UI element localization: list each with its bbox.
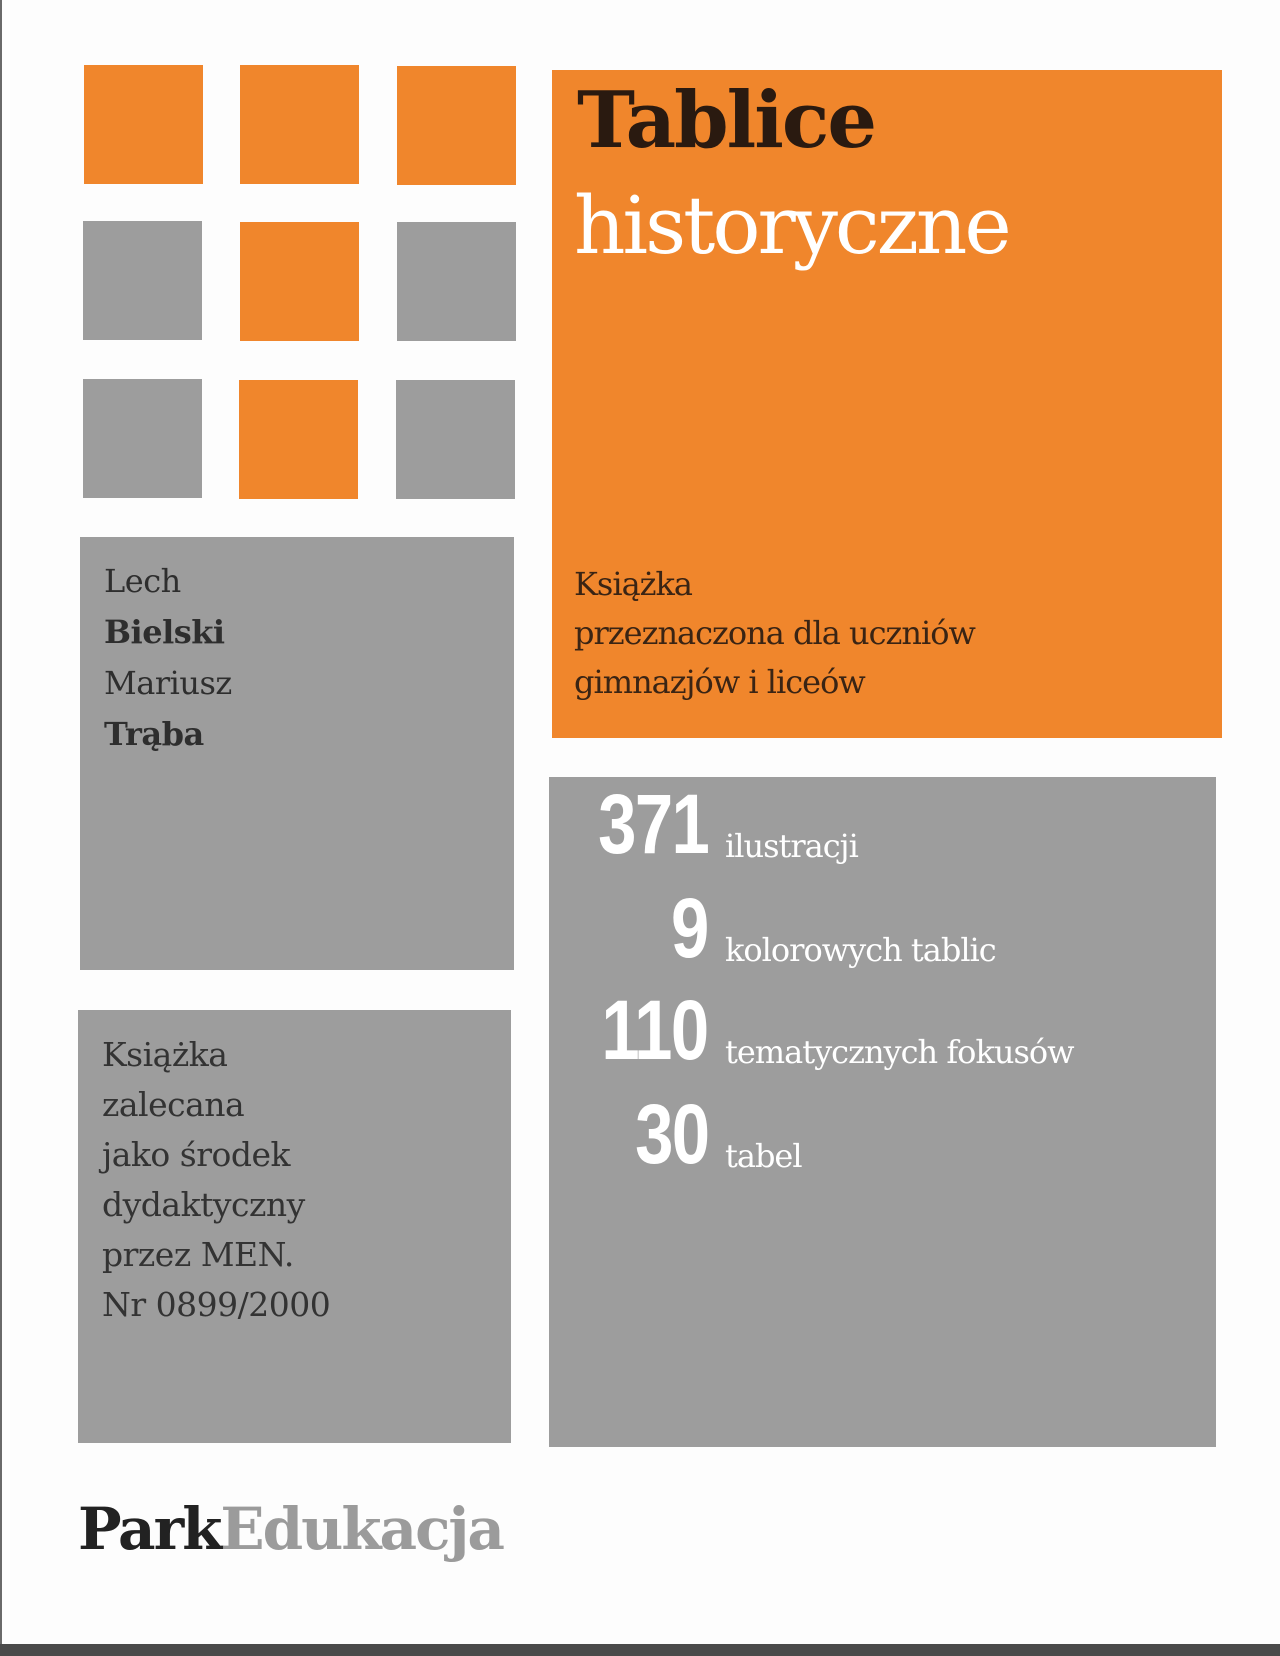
subtitle-line: Książka [574,565,692,603]
grid-square-orange [239,380,358,499]
stat-label: tabel [725,1137,802,1175]
approval-line: dydaktyczny [102,1185,305,1224]
publisher-logo-edukacja: Edukacja [220,1495,503,1563]
author-last-name: Trąba [104,715,204,753]
grid-square-orange [397,66,516,185]
scan-edge [0,0,2,1656]
approval-line: przez MEN. [102,1235,294,1274]
stat-number: 30 [634,1087,708,1181]
stat-row [560,1087,1220,1181]
approval-line: zalecana [102,1085,245,1124]
grid-square-gray [396,380,515,499]
publisher-logo-park: Park [78,1495,221,1563]
book-subtitle [574,560,975,707]
stat-row [560,881,1220,975]
subtitle-line: gimnazjów i liceów [574,663,865,701]
stat-row [560,983,1220,1077]
stat-label: tematycznych fokusów [725,1033,1074,1071]
author-first-name: Lech [104,562,181,600]
author-last-name: Bielski [104,613,225,651]
stat-label: kolorowych tablic [725,931,996,969]
approval-line: Książka [102,1035,228,1074]
publisher-logo [78,1495,503,1563]
stat-label: ilustracji [725,827,858,865]
grid-square-orange [240,65,359,184]
author-first-name: Mariusz [104,664,232,702]
grid-square-orange [240,222,359,341]
subtitle-line: przeznaczona dla uczniów [574,614,975,652]
grid-square-orange [84,65,203,184]
stat-row [560,777,1220,871]
book-title-line1: Tablice [577,75,876,166]
approval-line: Nr 0899/2000 [102,1285,331,1324]
authors [104,556,232,760]
grid-square-gray [397,222,516,341]
approval-text [102,1030,330,1330]
grid-square-gray [83,221,202,340]
approval-line: jako środek [102,1135,290,1174]
stat-number: 371 [597,777,708,871]
scan-bottom-edge [0,1644,1280,1656]
book-title-line2: historyczne [574,179,1009,272]
grid-square-gray [83,379,202,498]
stat-number: 110 [601,983,708,1077]
stat-number: 9 [671,881,708,975]
